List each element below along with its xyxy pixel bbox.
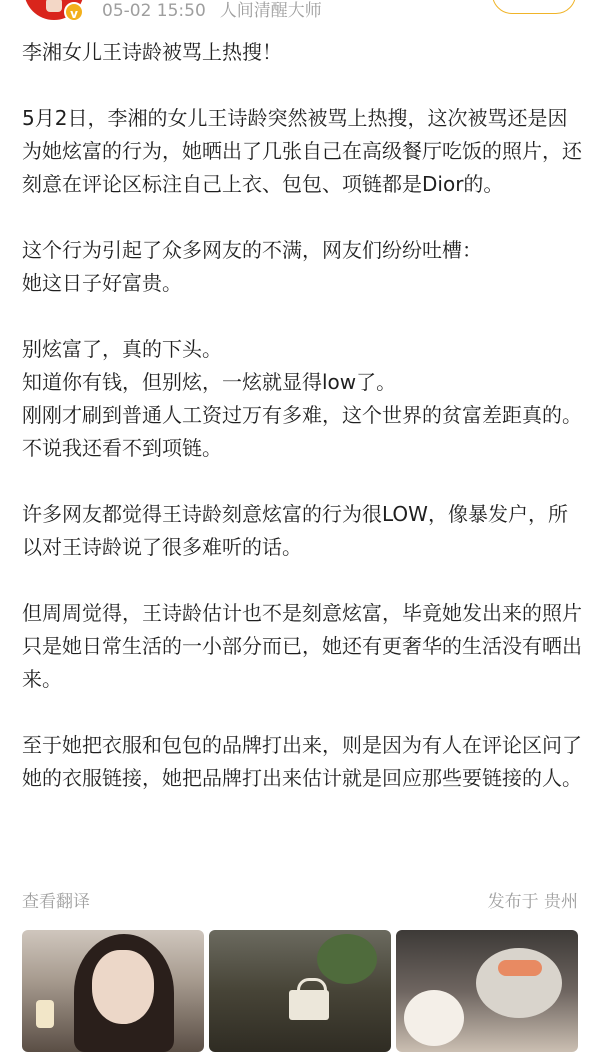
post-title: 李湘女儿王诗龄被骂上热搜！: [22, 40, 282, 64]
verified-badge-icon: v: [64, 2, 84, 22]
photo-thumbnail[interactable]: [22, 930, 204, 1052]
paragraph: 刚刚才刷到普通人工资过万有多难，这个世界的贫富差距真的。: [22, 403, 582, 427]
photo-thumbnail[interactable]: [396, 930, 578, 1052]
photo-thumbnail[interactable]: [209, 930, 391, 1052]
photo-grid: [22, 930, 578, 1052]
post-content: [22, 36, 582, 795]
paragraph: 这个行为引起了众多网友的不满，网友们纷纷吐槽：: [22, 238, 482, 262]
post-time: 05-02 15:50: [102, 1, 206, 21]
translate-link[interactable]: 查看翻译: [22, 892, 90, 912]
paragraph: 5月2日，李湘的女儿王诗龄突然被骂上热搜，这次被骂还是因为她炫富的行为，她晒出了几张自己在高级餐厅吃饭的照片，还刻意在评论区标注自己上衣、包包、项链都是Dior的。: [22, 106, 582, 196]
post-meta: [102, 0, 322, 22]
paragraph: 别炫富了，真的下头。: [22, 337, 222, 361]
paragraph: 不说我还看不到项链。: [22, 436, 222, 460]
post-location: 发布于 贵州: [487, 892, 578, 912]
post-source[interactable]: 人间清醒大师: [219, 1, 322, 21]
paragraph: 至于她把衣服和包包的品牌打出来，则是因为有人在评论区问了她的衣服链接，她把品牌打出来估计就是回应那些要链接的人。: [22, 733, 582, 790]
post-header: [0, 0, 600, 26]
paragraph: 她这日子好富贵。: [22, 271, 182, 295]
paragraph: 但周周觉得，王诗龄估计也不是刻意炫富，毕竟她发出来的照片只是她日常生活的一小部分而已，她还有更奢华的生活没有晒出来。: [22, 601, 582, 691]
follow-button[interactable]: [492, 0, 576, 14]
paragraph: 知道你有钱，但别炫，一炫就显得low了。: [22, 370, 397, 394]
paragraph: 许多网友都觉得王诗龄刻意炫富的行为很LOW，像暴发户，所以对王诗龄说了很多难听的话。: [22, 502, 568, 559]
